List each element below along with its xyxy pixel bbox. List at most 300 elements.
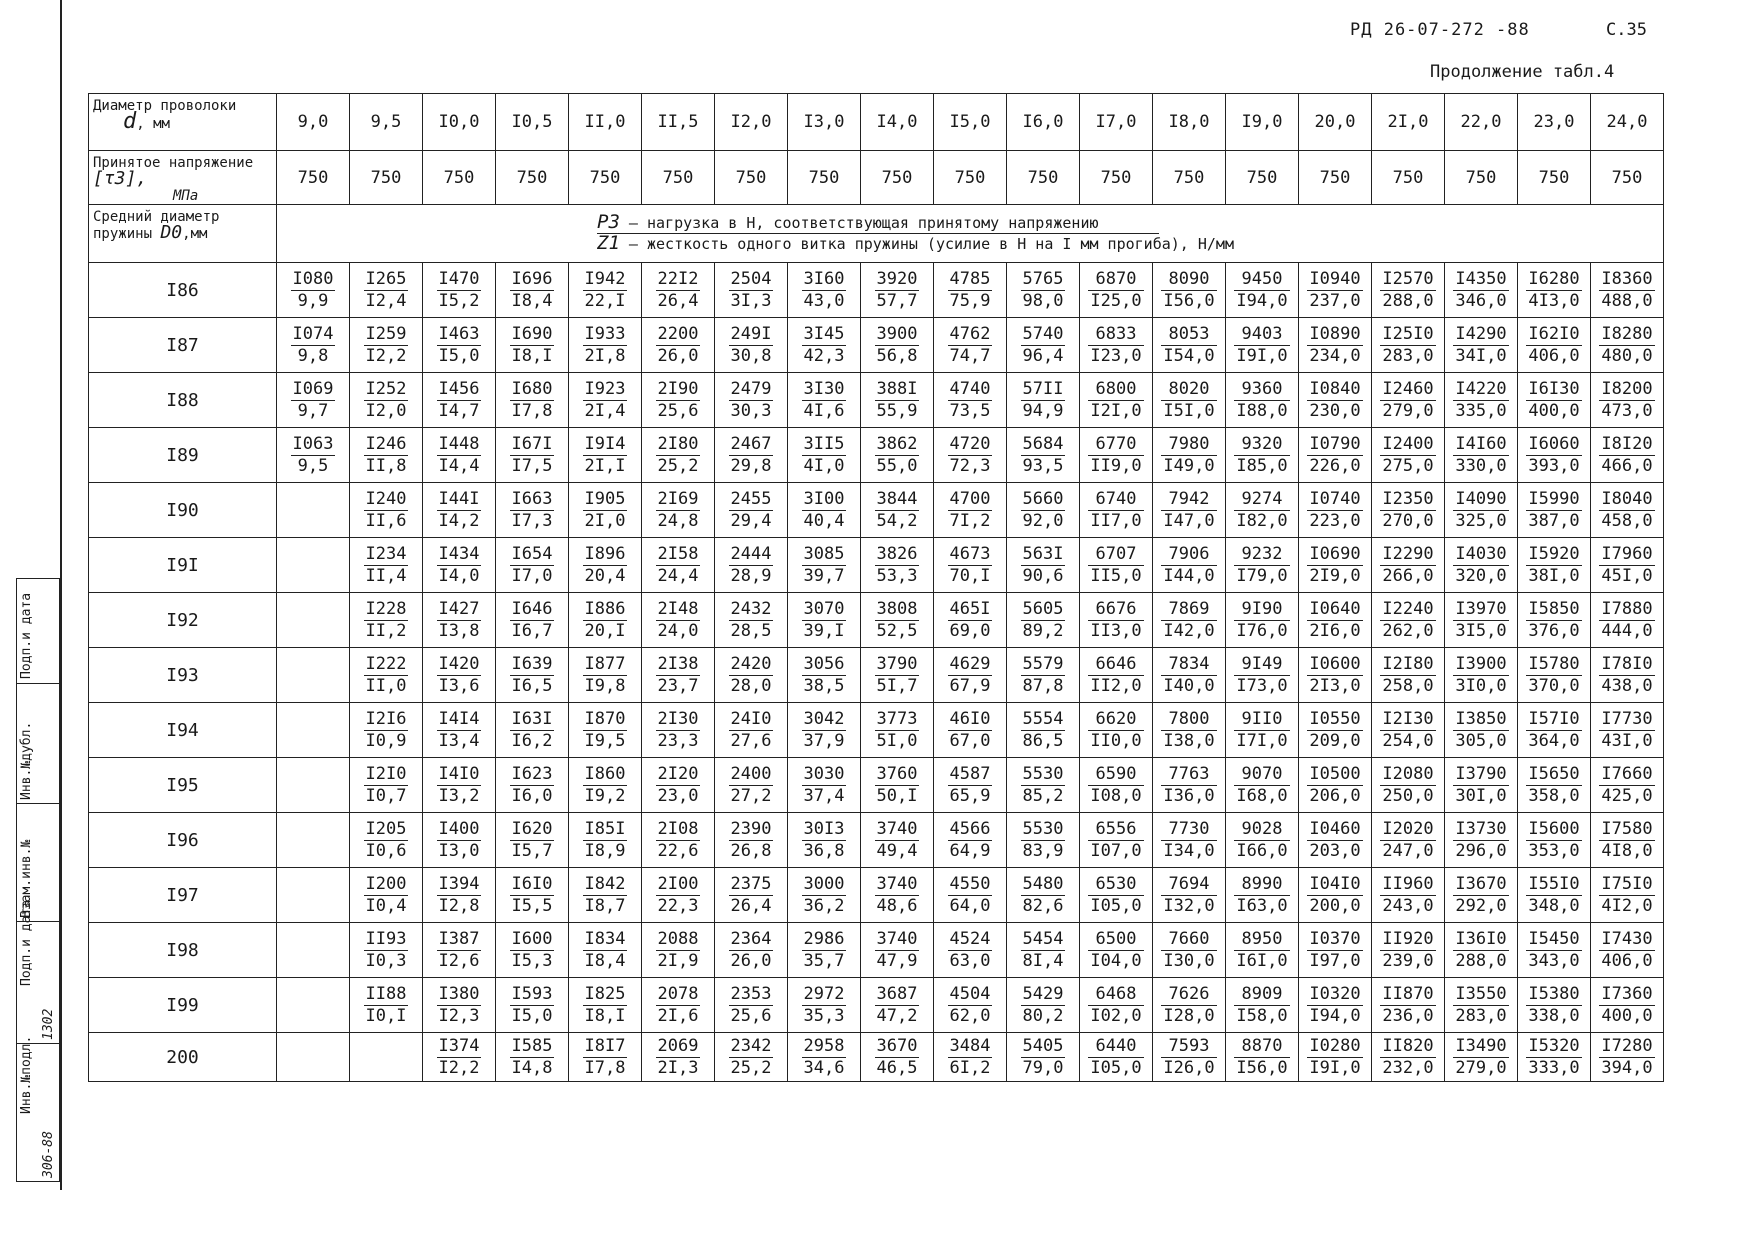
stiffness-value: I0,6: [365, 840, 407, 861]
load-stiffness-fraction: [510, 654, 555, 697]
table-cell: [423, 978, 496, 1033]
load-stiffness-fraction: [1526, 654, 1581, 697]
stiffness-value: I34,0: [1163, 840, 1215, 861]
load-stiffness-fraction: [437, 599, 482, 642]
load-stiffness-fraction: [1088, 1036, 1143, 1079]
stiffness-value: 5I,0: [876, 730, 918, 751]
load-value: 2069: [657, 1035, 699, 1056]
mean-diameter-value: 200: [89, 1033, 277, 1082]
load-value: I842: [584, 873, 626, 894]
stiffness-value: I8,I: [584, 1005, 626, 1026]
load-value: I2350: [1382, 488, 1434, 509]
load-value: I5320: [1528, 1035, 1580, 1056]
table-cell: [350, 813, 423, 868]
diameter-value: I4,0: [861, 94, 934, 151]
load-stiffness-fraction: [1021, 819, 1066, 862]
legend-load-text: – нагрузка в Н, соответствующая принятому напряжению: [628, 214, 1099, 232]
table-cell: [642, 703, 715, 758]
load-stiffness-fraction: [802, 599, 847, 642]
stiffness-value: 26,0: [730, 950, 772, 971]
mean-diameter-value: I90: [89, 483, 277, 538]
load-value: I2I6: [365, 708, 407, 729]
table-cell: [496, 538, 569, 593]
load-value: 2I00: [657, 873, 699, 894]
mean-diameter-value: I86: [89, 263, 277, 318]
load-value: I680: [511, 378, 553, 399]
stiffness-value: 4I2,0: [1601, 895, 1653, 916]
table-cell: [1299, 263, 1372, 318]
table-cell: [1080, 263, 1153, 318]
stiffness-value: 92,0: [1022, 510, 1064, 531]
stamp-label: Подп.и дата: [19, 899, 34, 986]
table-cell: [642, 813, 715, 868]
table-cell: [1080, 593, 1153, 648]
table-cell: [642, 758, 715, 813]
load-value: I200: [365, 873, 407, 894]
load-stiffness-fraction: [656, 544, 701, 587]
load-stiffness-fraction: [729, 544, 774, 587]
table-cell: [788, 978, 861, 1033]
stiffness-value: 2I,8: [584, 345, 626, 366]
load-value: I7430: [1601, 928, 1653, 949]
load-value: 7869: [1161, 599, 1216, 621]
table-cell: [1080, 813, 1153, 868]
table-cell: [350, 428, 423, 483]
stiffness-value: 64,9: [949, 840, 991, 861]
table-cell: [350, 923, 423, 978]
stiffness-value: 62,0: [949, 1005, 991, 1026]
load-value: 6620: [1088, 709, 1143, 731]
stiffness-value: I6,7: [511, 620, 553, 641]
table-cell: [861, 538, 934, 593]
load-stiffness-fraction: [1161, 764, 1216, 807]
table-cell: [788, 373, 861, 428]
load-value: 5429: [1022, 983, 1064, 1004]
load-value: I0600: [1309, 653, 1361, 674]
load-value: 2400: [730, 763, 772, 784]
stress-value: 750: [1591, 151, 1664, 205]
load-value: 3056: [803, 653, 845, 674]
load-stiffness-fraction: [1307, 599, 1362, 642]
stiffness-value: 3I5,0: [1455, 620, 1507, 641]
stamp-cell-dup-inv: [17, 683, 59, 803]
load-stiffness-fraction: [1307, 489, 1362, 532]
load-stiffness-fraction: [1161, 269, 1216, 312]
table-cell: [1372, 978, 1445, 1033]
table-cell: [1153, 923, 1226, 978]
load-value: 4504: [949, 983, 991, 1004]
table-cell: [1372, 263, 1445, 318]
stress-value: 750: [1299, 151, 1372, 205]
load-value: 3790: [876, 653, 918, 674]
load-value: 3484: [949, 1035, 991, 1056]
table-cell: [1372, 923, 1445, 978]
table-cell: [569, 758, 642, 813]
stiffness-value: 9,9: [297, 290, 329, 311]
load-value: I639: [511, 653, 553, 674]
table-row: [89, 648, 1664, 703]
load-stiffness-fraction: [1453, 874, 1508, 917]
load-value: 6440: [1088, 1036, 1143, 1058]
load-value: I923: [584, 378, 626, 399]
table-cell: [496, 428, 569, 483]
load-stiffness-fraction: [656, 434, 701, 477]
load-stiffness-fraction: [364, 929, 409, 972]
load-value: I78I0: [1601, 653, 1653, 674]
table-cell: [277, 703, 350, 758]
load-stiffness-fraction: [1453, 929, 1508, 972]
stiffness-value: I9I,0: [1236, 345, 1288, 366]
load-value: 2420: [730, 653, 772, 674]
stamp-label: Инв.№подл.: [19, 1035, 34, 1114]
stiffness-value: I66,0: [1236, 840, 1288, 861]
load-stiffness-fraction: [656, 379, 701, 422]
load-stiffness-fraction: [437, 269, 482, 312]
stiffness-value: 29,4: [730, 510, 772, 531]
stiffness-value: 333,0: [1528, 1057, 1580, 1078]
table-cell: [1518, 1033, 1591, 1082]
load-value: 3740: [876, 928, 918, 949]
table-cell: [1299, 813, 1372, 868]
load-value: 2I08: [657, 818, 699, 839]
stiffness-value: 406,0: [1601, 950, 1653, 971]
load-stiffness-fraction: [729, 324, 774, 367]
load-stiffness-fraction: [656, 654, 701, 697]
stiffness-value: 2I,4: [584, 400, 626, 421]
diameter-value: I9,0: [1226, 94, 1299, 151]
load-stiffness-fraction: [1021, 709, 1066, 752]
table-cell: [861, 923, 934, 978]
stiffness-value: 230,0: [1309, 400, 1361, 421]
load-stiffness-fraction: [437, 929, 482, 972]
table-cell: [277, 483, 350, 538]
table-cell: [1372, 373, 1445, 428]
load-value: 2I69: [657, 488, 699, 509]
stiffness-value: 28,0: [730, 675, 772, 696]
stress-label: Принятое напряжение: [93, 155, 254, 171]
table-cell: [1591, 483, 1664, 538]
load-stiffness-fraction: [1453, 984, 1508, 1027]
stiffness-value: I9,8: [584, 675, 626, 696]
stiffness-value: I82,0: [1236, 510, 1288, 531]
stiffness-value: I8,4: [584, 950, 626, 971]
load-stiffness-fraction: [1234, 929, 1289, 972]
load-stiffness-fraction: [583, 984, 628, 1027]
load-stiffness-fraction: [510, 984, 555, 1027]
load-value: 4550: [949, 873, 991, 894]
stress-value: 750: [496, 151, 569, 205]
table-cell: [788, 813, 861, 868]
load-value: 5530: [1022, 818, 1064, 839]
load-value: 7660: [1161, 929, 1216, 951]
load-value: 2455: [730, 488, 772, 509]
table-cell: [1226, 978, 1299, 1033]
table-cell: [1518, 593, 1591, 648]
load-stiffness-fraction: [1021, 654, 1066, 697]
table-cell: [1445, 868, 1518, 923]
load-value: 2I20: [657, 763, 699, 784]
table-cell: [788, 428, 861, 483]
stiffness-value: I94,0: [1236, 290, 1288, 311]
stiffness-value: 364,0: [1528, 730, 1580, 751]
stiffness-value: 239,0: [1382, 950, 1434, 971]
load-value: 3760: [876, 763, 918, 784]
load-value: I6I30: [1528, 378, 1580, 399]
stress-symbol: [τ3],: [93, 168, 148, 189]
diameter-value: 23,0: [1518, 94, 1591, 151]
stiffness-value: 35,3: [803, 1005, 845, 1026]
load-stiffness-fraction: [948, 874, 993, 917]
load-value: I7880: [1601, 598, 1653, 619]
table-row: [89, 703, 1664, 758]
load-value: I0740: [1309, 488, 1361, 509]
load-value: I3790: [1455, 763, 1507, 784]
table-cell: [1591, 318, 1664, 373]
table-cell: [1226, 318, 1299, 373]
load-stiffness-fraction: [437, 379, 482, 422]
load-stiffness-fraction: [1453, 489, 1508, 532]
table-cell: [277, 758, 350, 813]
stiffness-value: 46,5: [876, 1057, 918, 1078]
stiffness-value: I40,0: [1163, 675, 1215, 696]
load-value: 6530: [1088, 874, 1143, 896]
load-value: 388I: [876, 378, 918, 399]
table-cell: [934, 703, 1007, 758]
stiffness-value: 393,0: [1528, 455, 1580, 476]
table-cell: [1372, 593, 1445, 648]
stamp-handwriting: 1302: [41, 1008, 56, 1040]
stress-header: [89, 151, 277, 205]
table-row: [89, 978, 1664, 1033]
table-cell: [1153, 428, 1226, 483]
table-cell: [1445, 648, 1518, 703]
table-cell: [1299, 593, 1372, 648]
load-stiffness-fraction: [1599, 324, 1654, 367]
table-cell: [1518, 978, 1591, 1033]
load-value: I234: [365, 543, 407, 564]
load-value: 3000: [803, 873, 845, 894]
table-cell: [1080, 923, 1153, 978]
table-cell: [1153, 373, 1226, 428]
load-stiffness-fraction: [1599, 1036, 1654, 1079]
load-stiffness-fraction: [1453, 1036, 1508, 1079]
table-cell: [715, 373, 788, 428]
stiffness-value: 69,0: [949, 620, 991, 641]
table-cell: [1007, 263, 1080, 318]
table-cell: [1007, 758, 1080, 813]
stiffness-value: I68,0: [1236, 785, 1288, 806]
load-value: I4090: [1455, 488, 1507, 509]
table-cell: [1518, 648, 1591, 703]
load-value: 2I58: [657, 543, 699, 564]
load-value: 3II5: [803, 433, 845, 454]
stiffness-value: 4I,6: [803, 400, 845, 421]
stiffness-value: I5I,0: [1163, 400, 1215, 421]
table-row: [89, 428, 1664, 483]
mean-diameter-symbol: D0: [160, 222, 183, 243]
load-stiffness-fraction: [1526, 489, 1581, 532]
table-cell: [934, 428, 1007, 483]
load-stiffness-fraction: [802, 269, 847, 312]
table-cell: [569, 373, 642, 428]
load-value: I690: [511, 323, 553, 344]
load-stiffness-fraction: [1599, 764, 1654, 807]
table-cell: [423, 263, 496, 318]
table-cell: [569, 318, 642, 373]
load-stiffness-fraction: [948, 269, 993, 312]
load-value: I6060: [1528, 433, 1580, 454]
table-cell: [1445, 428, 1518, 483]
table-cell: [861, 593, 934, 648]
mean-diameter-value: I97: [89, 868, 277, 923]
mean-diameter-value: I99: [89, 978, 277, 1033]
load-value: 4673: [949, 543, 991, 564]
load-value: I448: [438, 433, 480, 454]
load-stiffness-fraction: [1021, 379, 1066, 422]
load-stiffness-fraction: [1161, 544, 1216, 587]
load-value: 7800: [1161, 709, 1216, 731]
table-cell: [277, 868, 350, 923]
load-value: I0460: [1309, 818, 1361, 839]
load-value: II960: [1382, 873, 1434, 894]
load-value: 5740: [1022, 323, 1064, 344]
load-stiffness-fraction: [510, 544, 555, 587]
load-stiffness-fraction: [1526, 324, 1581, 367]
load-stiffness-fraction: [1599, 599, 1654, 642]
load-value: 8990: [1234, 874, 1289, 896]
stiffness-value: 36,2: [803, 895, 845, 916]
load-stiffness-fraction: [1526, 984, 1581, 1027]
stiffness-value: I2,2: [365, 345, 407, 366]
table-cell: [715, 318, 788, 373]
load-stiffness-fraction: [1599, 819, 1654, 862]
load-value: I860: [584, 763, 626, 784]
load-value: 2444: [730, 543, 772, 564]
table-cell: [1226, 648, 1299, 703]
load-stiffness-fraction: [729, 379, 774, 422]
load-stiffness-fraction: [1453, 819, 1508, 862]
load-stiffness-fraction: [1021, 489, 1066, 532]
table-cell: [1591, 703, 1664, 758]
table-cell: [1591, 263, 1664, 318]
table-cell: [1226, 703, 1299, 758]
load-stiffness-fraction: [1380, 709, 1435, 752]
stiffness-value: 23,3: [657, 730, 699, 751]
load-value: 3773: [876, 708, 918, 729]
load-value: I696: [511, 268, 553, 289]
stiffness-value: 43,0: [803, 290, 845, 311]
stiffness-value: 320,0: [1455, 565, 1507, 586]
load-value: I85I: [584, 818, 626, 839]
load-value: 4587: [949, 763, 991, 784]
table-cell: [1299, 923, 1372, 978]
table-cell: [1226, 373, 1299, 428]
load-value: I896: [584, 543, 626, 564]
table-cell: [1080, 868, 1153, 923]
load-value: 2467: [730, 433, 772, 454]
table-cell: [423, 868, 496, 923]
stiffness-value: 38I,0: [1528, 565, 1580, 586]
load-stiffness-fraction: [1234, 489, 1289, 532]
load-stiffness-fraction: [948, 1036, 993, 1079]
stiffness-value: 25,6: [730, 1005, 772, 1026]
table-cell: [350, 538, 423, 593]
stiffness-value: 80,2: [1022, 1005, 1064, 1026]
load-stiffness-fraction: [875, 709, 920, 752]
load-value: I646: [511, 598, 553, 619]
table-cell: [496, 373, 569, 428]
load-stiffness-fraction: [437, 544, 482, 587]
load-value: I7960: [1601, 543, 1653, 564]
load-value: I240: [365, 488, 407, 509]
load-stiffness-fraction: [510, 929, 555, 972]
load-value: 8020: [1161, 379, 1216, 401]
load-stiffness-fraction: [1599, 489, 1654, 532]
load-value: 7730: [1161, 819, 1216, 841]
table-cell: [496, 703, 569, 758]
stamp-label: Взам.инв.№: [19, 839, 34, 918]
load-value: I2080: [1382, 763, 1434, 784]
table-cell: [1372, 318, 1445, 373]
table-cell: [496, 318, 569, 373]
stiffness-value: I3,0: [438, 840, 480, 861]
stamp-cell-orig-inv: [17, 1035, 59, 1181]
load-value: 2353: [730, 983, 772, 1004]
stiffness-value: I2,6: [438, 950, 480, 971]
load-value: 6770: [1088, 434, 1143, 456]
load-value: 249I: [730, 323, 772, 344]
table-cell: [423, 758, 496, 813]
diameter-value: 24,0: [1591, 94, 1664, 151]
table-cell: [350, 703, 423, 758]
table-cell: [934, 1033, 1007, 1082]
table-cell: [934, 593, 1007, 648]
load-value: 9320: [1234, 434, 1289, 456]
table-cell: [1007, 923, 1080, 978]
load-stiffness-fraction: [1380, 764, 1435, 807]
table-cell: [1080, 538, 1153, 593]
stiffness-value: 35,7: [803, 950, 845, 971]
stress-value: 750: [1518, 151, 1591, 205]
stiffness-value: 23,7: [657, 675, 699, 696]
table-cell: [1007, 1033, 1080, 1082]
table-cell: [277, 538, 350, 593]
load-value: I623: [511, 763, 553, 784]
load-stiffness-fraction: [1453, 324, 1508, 367]
stress-value: 750: [1445, 151, 1518, 205]
table-cell: [788, 593, 861, 648]
load-stiffness-fraction: [948, 709, 993, 752]
table-cell: [861, 758, 934, 813]
stiffness-value: 330,0: [1455, 455, 1507, 476]
table-cell: [1445, 978, 1518, 1033]
stiffness-value: I2,8: [438, 895, 480, 916]
table-cell: [1080, 318, 1153, 373]
load-value: I55I0: [1528, 873, 1580, 894]
table-cell: [1007, 813, 1080, 868]
table-cell: [277, 813, 350, 868]
stiffness-value: I38,0: [1163, 730, 1215, 751]
diameter-header: [89, 94, 277, 151]
stiffness-value: 406,0: [1528, 345, 1580, 366]
load-stiffness-fraction: [1161, 434, 1216, 477]
load-value: I5650: [1528, 763, 1580, 784]
load-stiffness-fraction: [1307, 709, 1362, 752]
load-stiffness-fraction: [1307, 379, 1362, 422]
load-value: 7834: [1161, 654, 1216, 676]
load-stiffness-fraction: [656, 599, 701, 642]
table-cell: [1080, 373, 1153, 428]
